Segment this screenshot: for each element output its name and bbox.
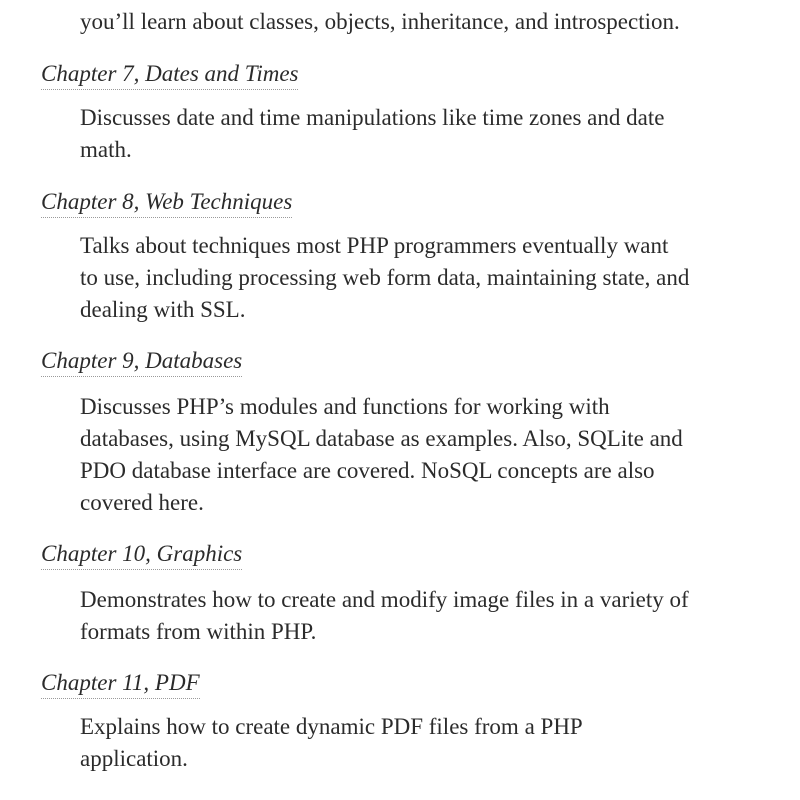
chapter-10-title: Chapter 10, Graphics [41,539,242,570]
description-line: databases, using MySQL database as examples. Also, SQLite and [80,426,683,451]
description-line: application. [80,746,188,771]
chapter-10-description [80,584,780,648]
description-line: math. [80,137,132,162]
description-line: Discusses PHP’s modules and functions for working with [80,394,610,419]
chapter-7-title: Chapter 7, Dates and Times [41,59,298,90]
description-line: PDO database interface are covered. NoSQL concepts are also [80,458,655,483]
chapter-9-description [80,391,780,519]
chapter-8-description [80,230,780,326]
intro-description [80,6,780,38]
description-line: to use, including processing web form data, maintaining state, and [80,265,690,290]
chapter-7-description [80,102,780,166]
chapter-11-title: Chapter 11, PDF [41,668,200,699]
chapter-8-title: Chapter 8, Web Techniques [41,187,292,218]
chapter-9-title: Chapter 9, Databases [41,346,242,377]
description-line: Discusses date and time manipulations like time zones and date [80,105,665,130]
description-line: Talks about techniques most PHP programmers eventually want [80,233,669,258]
description-line: you’ll learn about classes, objects, inheritance, and introspection. [80,9,680,34]
chapter-11-description [80,711,780,775]
description-line: covered here. [80,490,204,515]
description-line: Explains how to create dynamic PDF files from a PHP [80,714,583,739]
description-line: Demonstrates how to create and modify image files in a variety of [80,587,689,612]
description-line: formats from within PHP. [80,619,317,644]
description-line: dealing with SSL. [80,297,246,322]
